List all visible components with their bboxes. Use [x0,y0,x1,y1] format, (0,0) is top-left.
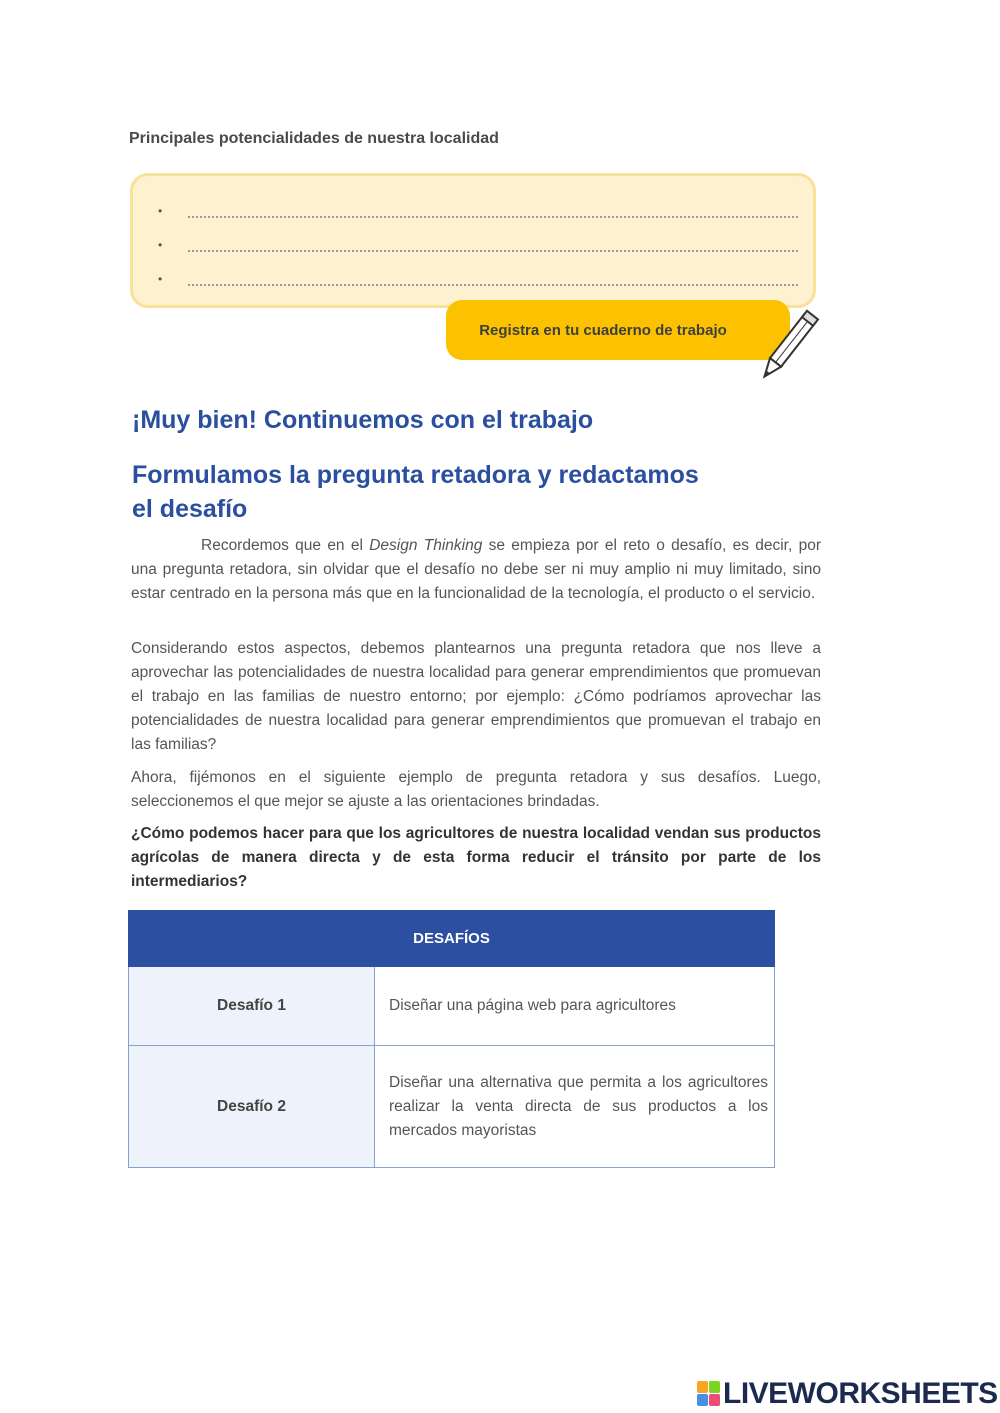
title-line-2: el desafío [132,495,248,523]
register-label: Registra en tu cuaderno de trabajo [479,321,727,339]
liveworksheets-logo-icon [697,1381,721,1407]
paragraph-considering: Considerando estos aspectos, debemos plantearnos una pregunta retadora que nos lleve a aprovechar las potencialidades de nuestra localidad para generar emprendimientos que promuevan el trabajo en las familias de nuestro entorno; por ejemplo: ¿Cómo podríamos aprovechar las potencialidades de nuestra localidad para generar emprendimientos que promuevan el trabajo en las familias? [131,640,821,753]
challenges-table [128,910,775,1168]
register-notebook-banner [446,300,790,360]
challenge-label: Desafío 1 [129,967,375,1046]
p1-after: se empieza por el reto o desafío, es decir, por una pregunta retadora, sin olvidar que el desafío no debe ser ni muy amplio ni muy limitado, sino estar centrado en la persona más que en la funcionalidad de la tecnología, el producto o el servicio. [131,537,821,602]
challenge-label: Desafío 2 [129,1046,375,1168]
paragraph-design-thinking [131,534,821,606]
challenge-description: Diseñar una página web para agricultores [375,967,775,1046]
challenge-question: ¿Cómo podemos hacer para que los agricultores de nuestra localidad vendan sus productos agrícolas de manera directa y de esta forma reducir el tránsito por parte de los intermediarios? [131,825,821,890]
title-line-1: Formulamos la pregunta retadora y redactamos [132,461,699,489]
answer-line-3[interactable] [158,272,798,292]
challenge-description: Diseñar una alternativa que permita a los agricultores realizar la venta directa de sus productos a los mercados mayoristas [375,1046,775,1168]
pencil-icon [750,306,822,392]
table-row [129,1046,775,1168]
dotted-line [188,284,798,286]
potentials-answer-box [130,173,816,308]
dotted-line [188,250,798,252]
dotted-line [188,216,798,218]
p1-before: Recordemos que en el [201,537,370,554]
bullet-icon: • [158,204,163,218]
table-header: DESAFÍOS [129,911,775,967]
title-challenge-question [132,458,832,526]
paragraph-example: Ahora, fijémonos en el siguiente ejemplo de pregunta retadora y sus desafíos. Luego, seleccionemos el que mejor se ajuste a las orientaciones brindadas. [131,769,821,810]
bullet-icon: • [158,272,163,286]
bullet-icon: • [158,238,163,252]
p1-italic: Design Thinking [369,537,483,554]
table-row [129,967,775,1046]
brand-text: LIVEWORKSHEETS [723,1377,998,1410]
answer-line-1[interactable] [158,204,798,224]
liveworksheets-brand[interactable] [697,1377,998,1411]
answer-line-2[interactable] [158,238,798,258]
title-continue-work: ¡Muy bien! Continuemos con el trabajo [132,406,594,434]
section-heading: Principales potencialidades de nuestra localidad [129,130,499,147]
